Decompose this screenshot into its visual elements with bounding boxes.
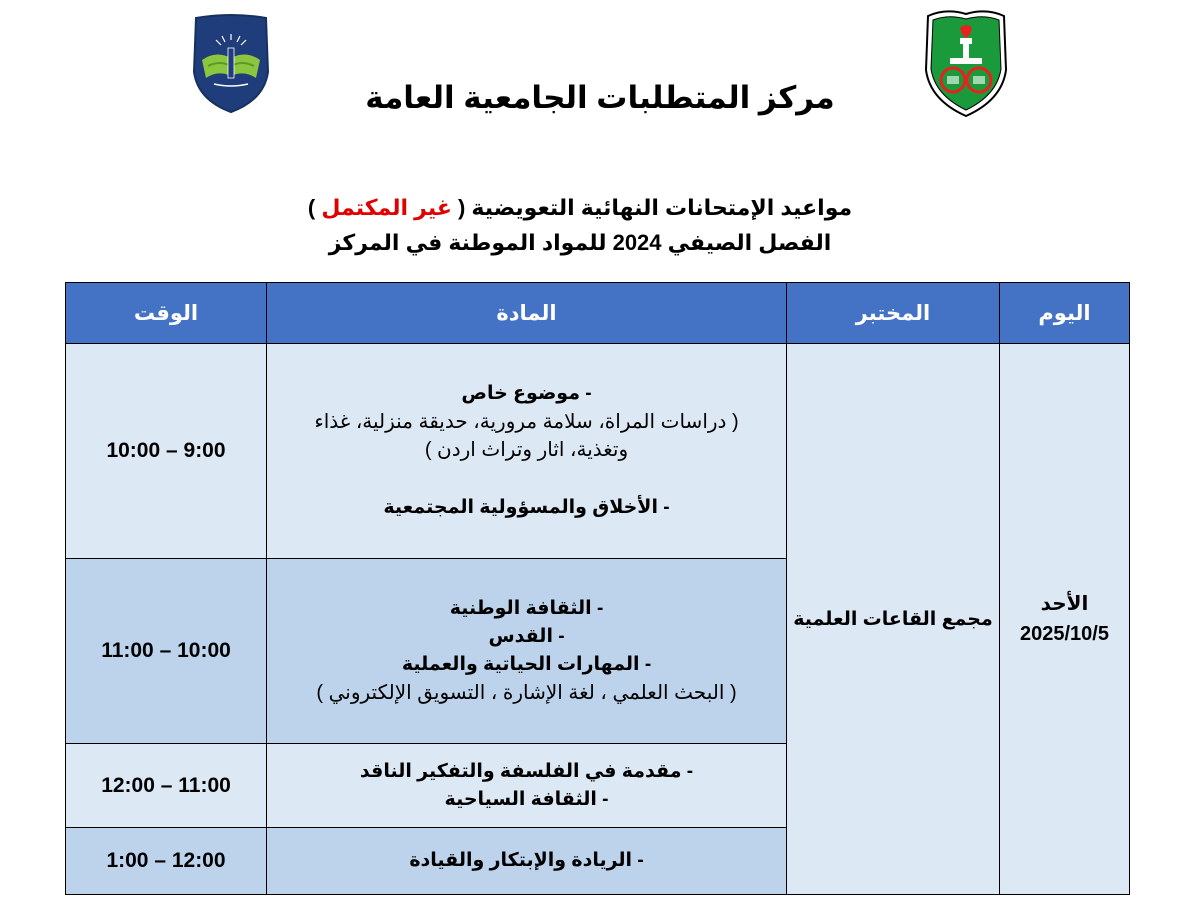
page-subtitle: [240, 190, 920, 260]
subject-item: - المهارات الحياتية والعملية: [401, 654, 652, 675]
subject-detail: وتغذية، اثار وتراث اردن ): [424, 439, 629, 461]
subject-cell: [267, 744, 787, 828]
subject-cell: [267, 344, 787, 559]
university-of-jordan-logo: [922, 6, 1010, 118]
subject-item: - موضوع خاص: [461, 383, 592, 404]
subtitle-line-1: [240, 190, 920, 225]
table-header-row: [66, 283, 1130, 344]
subject-item: - الأخلاق والمسؤولية المجتمعية: [383, 497, 670, 518]
subject-cell: [267, 559, 787, 744]
subject-detail: ( البحث العلمي ، لغة الإشارة ، التسويق الإلكتروني ): [316, 682, 737, 704]
lab-cell: مجمع القاعات العلمية: [787, 344, 1000, 895]
center-shield-logo: [190, 12, 272, 114]
table-row: [66, 344, 1130, 559]
day-cell: [1000, 344, 1130, 895]
time-cell: 12:00 – 11:00: [66, 744, 267, 828]
column-header-time: الوقت: [66, 283, 267, 344]
exam-schedule-table: [65, 282, 1130, 895]
subject-item: - الثقافة الوطنية: [449, 598, 604, 619]
column-header-subject: المادة: [267, 283, 787, 344]
subtitle-line-2: الفصل الصيفي 2024 للمواد الموطنة في المركز: [328, 230, 832, 255]
subtitle-prefix: مواعيد الإمتحانات النهائية التعويضية (: [457, 195, 853, 220]
day-date: 2025/10/5: [1020, 623, 1109, 645]
page-title: مركز المتطلبات الجامعية العامة: [365, 80, 835, 115]
subtitle-highlight: غير المكتمل: [321, 195, 452, 220]
subject-item: - الثقافة السياحية: [444, 788, 609, 810]
day-name: الأحد: [1040, 593, 1089, 615]
subject-item: - مقدمة في الفلسفة والتفكير الناقد: [359, 760, 694, 782]
time-cell: 10:00 – 9:00: [66, 344, 267, 559]
time-cell: 11:00 – 10:00: [66, 559, 267, 744]
subject-detail: ( دراسات المراة، سلامة مرورية، حديقة منزلية، غذاء: [314, 411, 739, 433]
subject-cell: [267, 828, 787, 895]
column-header-lab: المختبر: [787, 283, 1000, 344]
time-cell: 1:00 – 12:00: [66, 828, 267, 895]
subtitle-suffix: ): [307, 195, 316, 220]
subject-item: - القدس: [488, 626, 565, 647]
subject-item: - الريادة والإبتكار والقيادة: [409, 850, 644, 871]
column-header-day: اليوم: [1000, 283, 1130, 344]
